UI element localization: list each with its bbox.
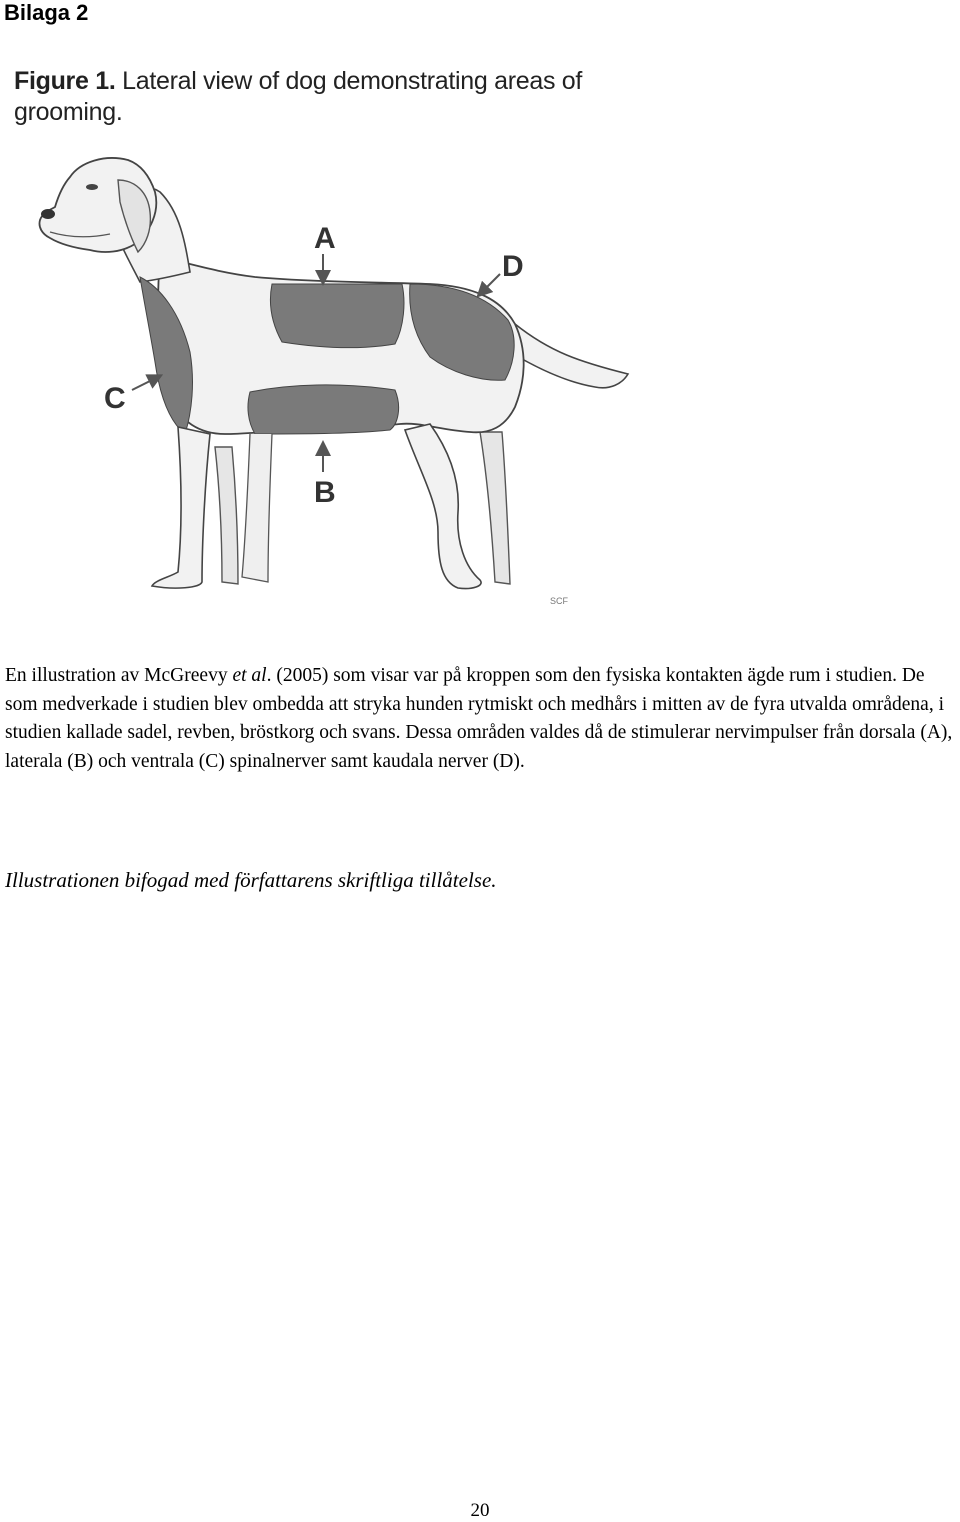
arrow-c — [132, 378, 156, 390]
figure-caption-text: Lateral view of dog demonstrating areas of grooming. — [14, 67, 583, 126]
paragraph-italic-et-al: et al — [232, 665, 267, 686]
figure-caption — [14, 66, 614, 128]
description-paragraph — [5, 662, 955, 777]
region-a-saddle — [270, 284, 403, 348]
paragraph-part-2: . (2005) som visar var på kroppen som den fysiska kontakten ägde rum i studien. De som medverkade i studien blev ombedda att stryka hunden rytmiskt och medhårs i mitten av de fyra utvalda områdena, i studien kallade sadel, revben, bröstkorg och svans. Dessa områden valdes då de stimulerar nervimpulser från dorsala (A), laterala (B) och ventrala (C) spinalnerver samt kaudala nerver (D). — [5, 665, 953, 773]
page-number: 20 — [470, 1500, 490, 1521]
artist-mark: SCF — [550, 596, 568, 606]
label-c: C — [104, 382, 126, 415]
dog-far-front-leg — [215, 447, 238, 584]
region-b-ribs — [248, 385, 399, 434]
label-a: A — [314, 222, 336, 255]
dog-figure — [10, 62, 630, 617]
arrow-d — [482, 274, 500, 292]
dog-near-hind-leg — [405, 424, 481, 589]
dog-eye — [86, 184, 98, 190]
figure-number: Figure 1. — [14, 67, 116, 95]
dog-far-hind-leg — [480, 432, 510, 584]
label-b: B — [314, 476, 336, 509]
appendix-heading: Bilaga 2 — [4, 0, 89, 25]
dog-tail — [510, 324, 628, 388]
dog-illustration — [10, 62, 630, 617]
dog-near-front-leg — [152, 427, 210, 588]
label-d: D — [502, 250, 524, 283]
paragraph-part-1: En illustration av McGreevy — [5, 665, 233, 686]
illustration-credit: Illustrationen bifogad med författarens skriftliga tillåtelse. — [5, 868, 497, 892]
dog-nose — [41, 209, 55, 219]
